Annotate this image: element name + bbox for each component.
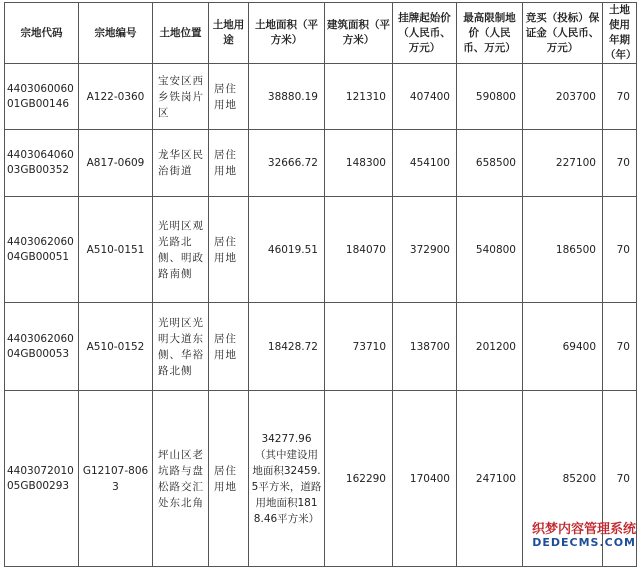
header-row (5, 3, 637, 64)
max-price: 590800 (457, 64, 523, 130)
parcel-location: 龙华区民治街道 (153, 130, 209, 197)
deposit: 203700 (523, 64, 603, 130)
land-area: 38880.19 (249, 64, 325, 130)
land-parcel-table (4, 2, 637, 567)
parcel-code: 440307201005GB00293 (5, 391, 79, 567)
parcel-number: A122-0360 (79, 64, 153, 130)
header-location: 土地位置 (153, 3, 209, 64)
header-deposit: 竞买（投标）保证金（人民币、万元） (523, 3, 603, 64)
header-start-price: 挂牌起始价（人民币、万元） (393, 3, 457, 64)
use-years: 70 (603, 391, 637, 567)
parcel-number: A817-0609 (79, 130, 153, 197)
land-area: 34277.96（其中建设用地面积32459.5平方米，道路用地面积1818.46平方米） (249, 391, 325, 567)
parcel-number: A510-0152 (79, 303, 153, 391)
building-area: 121310 (325, 64, 393, 130)
header-parcel-number: 宗地编号 (79, 3, 153, 64)
header-land-use: 土地用途 (209, 3, 249, 64)
parcel-code: 440306206004GB00053 (5, 303, 79, 391)
use-years: 70 (603, 64, 637, 130)
parcel-use: 居住用地 (209, 391, 249, 567)
table-row (5, 303, 637, 391)
parcel-use: 居住用地 (209, 64, 249, 130)
start-price: 407400 (393, 64, 457, 130)
parcel-number: A510-0151 (79, 197, 153, 303)
header-building-area: 建筑面积（平方米） (325, 3, 393, 64)
use-years: 70 (603, 130, 637, 197)
parcel-location: 宝安区西乡铁岗片区 (153, 64, 209, 130)
land-area: 18428.72 (249, 303, 325, 391)
building-area: 162290 (325, 391, 393, 567)
start-price: 170400 (393, 391, 457, 567)
building-area: 148300 (325, 130, 393, 197)
parcel-location: 光明区光明大道东侧、华裕路北侧 (153, 303, 209, 391)
watermark-title: 织梦内容管理系统 (531, 522, 636, 537)
building-area: 73710 (325, 303, 393, 391)
header-parcel-code: 宗地代码 (5, 3, 79, 64)
start-price: 454100 (393, 130, 457, 197)
parcel-use: 居住用地 (209, 130, 249, 197)
deposit: 186500 (523, 197, 603, 303)
land-area: 32666.72 (249, 130, 325, 197)
start-price: 138700 (393, 303, 457, 391)
use-years: 70 (603, 197, 637, 303)
site-watermark (532, 522, 636, 549)
use-years: 70 (603, 303, 637, 391)
header-land-area: 土地面积（平方米） (249, 3, 325, 64)
deposit: 69400 (523, 303, 603, 391)
max-price: 658500 (457, 130, 523, 197)
parcel-code: 440306006001GB00146 (5, 64, 79, 130)
parcel-code: 440306406003GB00352 (5, 130, 79, 197)
parcel-code: 440306206004GB00051 (5, 197, 79, 303)
parcel-number: G12107-8063 (79, 391, 153, 567)
parcel-use: 居住用地 (209, 303, 249, 391)
start-price: 372900 (393, 197, 457, 303)
parcel-use: 居住用地 (209, 197, 249, 303)
table-row (5, 64, 637, 130)
header-use-years: 土地使用年期（年） (603, 3, 637, 64)
max-price: 247100 (457, 391, 523, 567)
building-area: 184070 (325, 197, 393, 303)
land-area: 46019.51 (249, 197, 325, 303)
deposit: 227100 (523, 130, 603, 197)
watermark-domain: DEDECMS.COM (532, 536, 636, 549)
table-row (5, 130, 637, 197)
max-price: 540800 (457, 197, 523, 303)
header-max-price: 最高限制地价（人民币、万元） (457, 3, 523, 64)
parcel-location: 坪山区老坑路与盘松路交汇处东北角 (153, 391, 209, 567)
table-row (5, 197, 637, 303)
max-price: 201200 (457, 303, 523, 391)
parcel-location: 光明区观光路北侧、明政路南侧 (153, 197, 209, 303)
deposit: 85200 (523, 391, 603, 567)
